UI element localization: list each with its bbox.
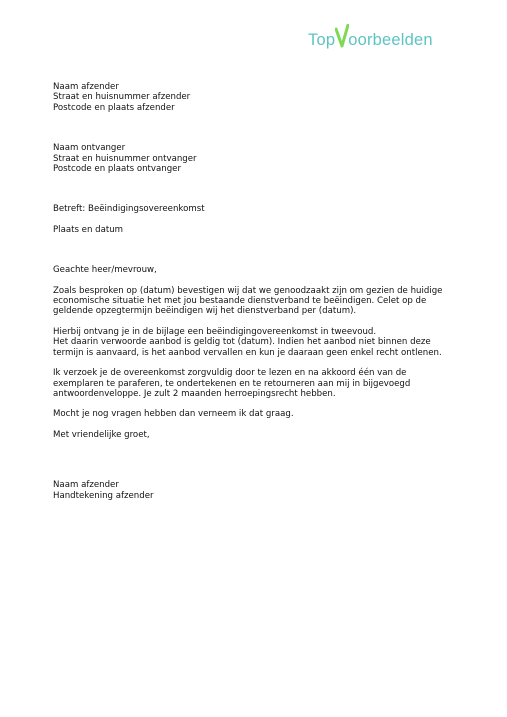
signature-sign: Handtekening afzender [53,490,154,501]
paragraph-line: Ik verzoek je de overeenkomst zorgvuldig door te lezen en na akkoord één van de [53,368,407,379]
sender-name: Naam afzender [53,82,119,92]
paragraph-line: exemplaren te paraferen, te ondertekenen en te retourneren aan mij in bijgevoegd [53,378,411,389]
subject-line: Betreft: Beëindigingsovereenkomst [53,204,205,215]
paragraph-line: Het daarin verwoorde aanbod is geldig tot (datum). Indien het aanbod niet binnen deze [53,337,431,348]
logo-text-top: Top [308,31,336,49]
recipient-name: Naam ontvanger [53,143,126,154]
paragraph-2 [53,327,453,358]
checkmark-v-icon [335,24,349,50]
paragraph-line: Zoals besproken op (datum) bevestigen wij dat we genoodzaakt zijn om gezien de huidige [53,285,443,296]
paragraph-3 [53,368,453,399]
paragraph-line: termijn is aanvaard, is het aanbod vervallen en kun je daaraan geen enkel recht ontlenen. [53,347,442,358]
letter-body [53,82,453,501]
signature-name: Naam afzender [53,480,119,491]
salutation: Geachte heer/mevrouw, [53,265,157,276]
recipient-address [53,143,453,174]
paragraph-1 [53,286,453,317]
logo-text-oorbeelden: oorbeelden [348,31,433,49]
paragraph-line: antwoordenveloppe. Je zult 2 maanden herroepingsrecht hebben. [53,388,336,399]
sender-address [53,82,453,113]
paragraph-line: Hierbij ontvang je in de bijlage een beëindigingovereenkomst in tweevoud. [53,326,377,337]
paragraph-4: Mocht je nog vragen hebben dan verneem ik dat graag. [53,409,294,420]
recipient-postal: Postcode en plaats ontvanger [53,164,182,175]
brand-logo [308,20,433,48]
closing: Met vriendelijke groet, [53,429,150,440]
sender-postal: Postcode en plaats afzender [53,102,175,113]
paragraph-line: geldende opzegtermijn beëindigen wij het dienstverband per (datum). [53,306,357,317]
sender-street: Straat en huisnummer afzender [53,92,191,103]
paragraph-line: economische situatie het met jou bestaande dienstverband te beëindigen. Celet op de [53,296,427,307]
place-date: Plaats en datum [53,224,124,235]
signature-block [53,480,453,501]
recipient-street: Straat en huisnummer ontvanger [53,153,197,164]
